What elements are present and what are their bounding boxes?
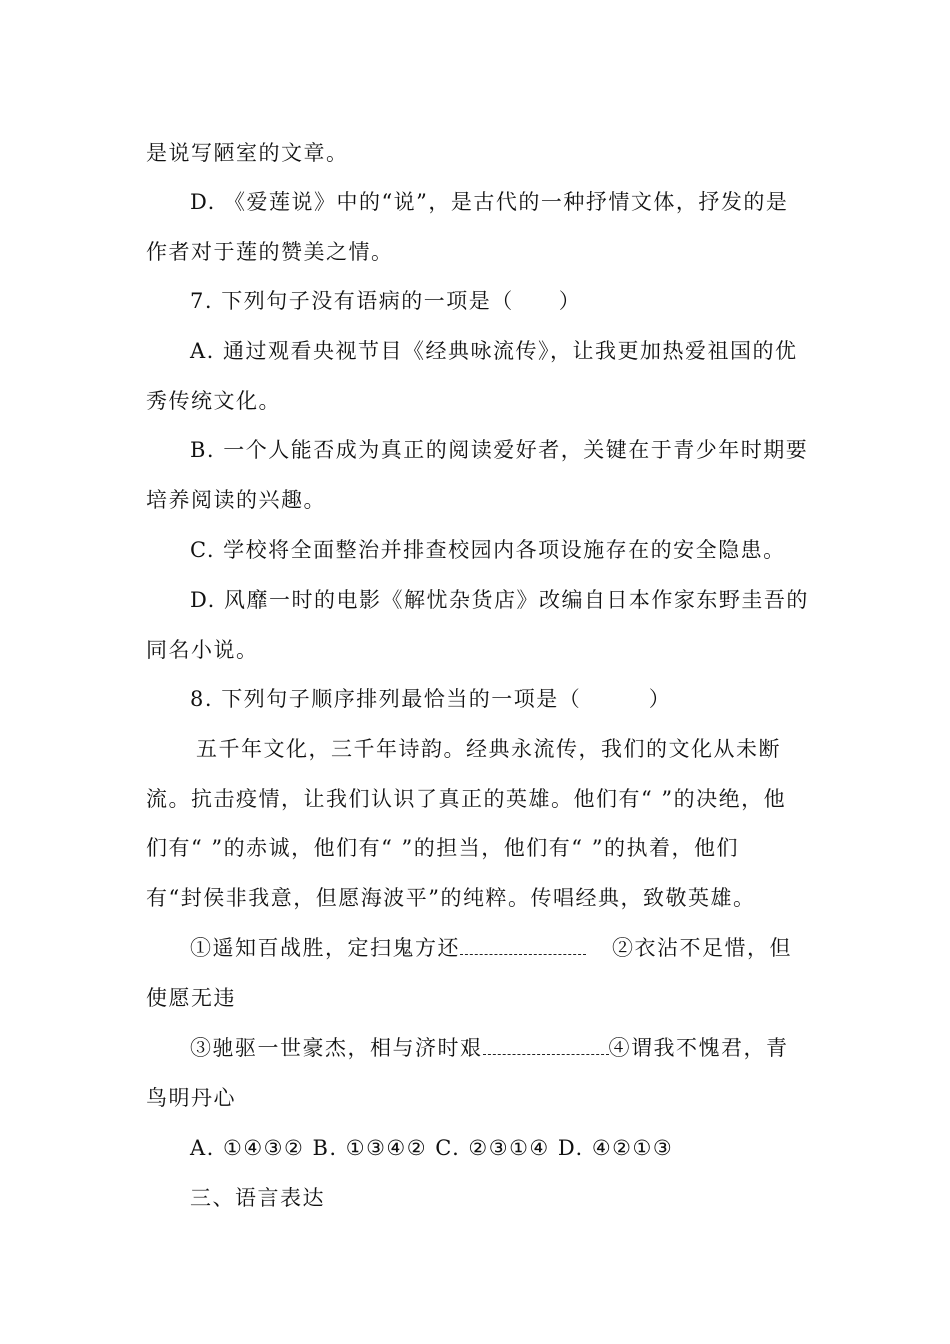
question-7-option-a: A. 通过观看央视节目《经典咏流传》，让我更加热爱祖国的优 xyxy=(190,339,798,363)
verse-line-1 xyxy=(190,933,854,963)
question-7: 7. 下列句子没有语病的一项是（ ） xyxy=(190,289,582,313)
question-7-option-c: C. 学校将全面整治并排查校园内各项设施存在的安全隐患。 xyxy=(190,538,786,562)
verse-2: ②衣沾不足惜，但 xyxy=(612,936,792,960)
text-line: 培养阅读的兴趣。 xyxy=(146,488,326,512)
passage-line: 们有“ ”的赤诚，他们有“ ”的担当，他们有“ ”的执着，他们 xyxy=(146,836,739,860)
verse-4: ④谓我不愧君，青 xyxy=(608,1036,789,1060)
text-line: 鸟明丹心 xyxy=(146,1086,236,1110)
text-line: 同名小说。 xyxy=(146,638,259,662)
question-8-options: A. ①④③② B. ①③④② C. ②③①④ D. ④②①③ xyxy=(190,1136,674,1160)
question-8: 8. 下列句子顺序排列最恰当的一项是（ ） xyxy=(190,687,672,711)
verse-line-2 xyxy=(190,1033,854,1063)
text-line: 作者对于莲的赞美之情。 xyxy=(146,240,394,264)
text-line: 秀传统文化。 xyxy=(146,389,281,413)
passage-line: 有“封侯非我意，但愿海波平”的纯粹。传唱经典，致敬英雄。 xyxy=(146,886,756,910)
passage-line: 五千年文化，三千年诗韵。经典永流传，我们的文化从未断 xyxy=(196,737,781,761)
verse-1: ①遥知百战胜，定扫鬼方还 xyxy=(190,936,460,960)
blank-line xyxy=(460,936,586,955)
blank-line xyxy=(483,1036,609,1055)
text-line: 使愿无违 xyxy=(146,986,236,1010)
option-d-lianshuo: D. 《爱莲说》中的“说”，是古代的一种抒情文体，抒发的是 xyxy=(190,190,789,214)
text-line: 是说写陋室的文章。 xyxy=(146,141,349,165)
passage-line: 流。抗击疫情，让我们认识了真正的英雄。他们有“ ”的决绝，他 xyxy=(146,787,787,811)
question-7-option-b: B. 一个人能否成为真正的阅读爱好者，关键在于青少年时期要 xyxy=(190,438,809,462)
verse-3: ③驰驱一世豪杰，相与济时艰 xyxy=(190,1036,483,1060)
section-heading: 三、语言表达 xyxy=(190,1186,325,1210)
question-7-option-d: D. 风靡一时的电影《解忧杂货店》改编自日本作家东野圭吾的 xyxy=(190,588,809,612)
